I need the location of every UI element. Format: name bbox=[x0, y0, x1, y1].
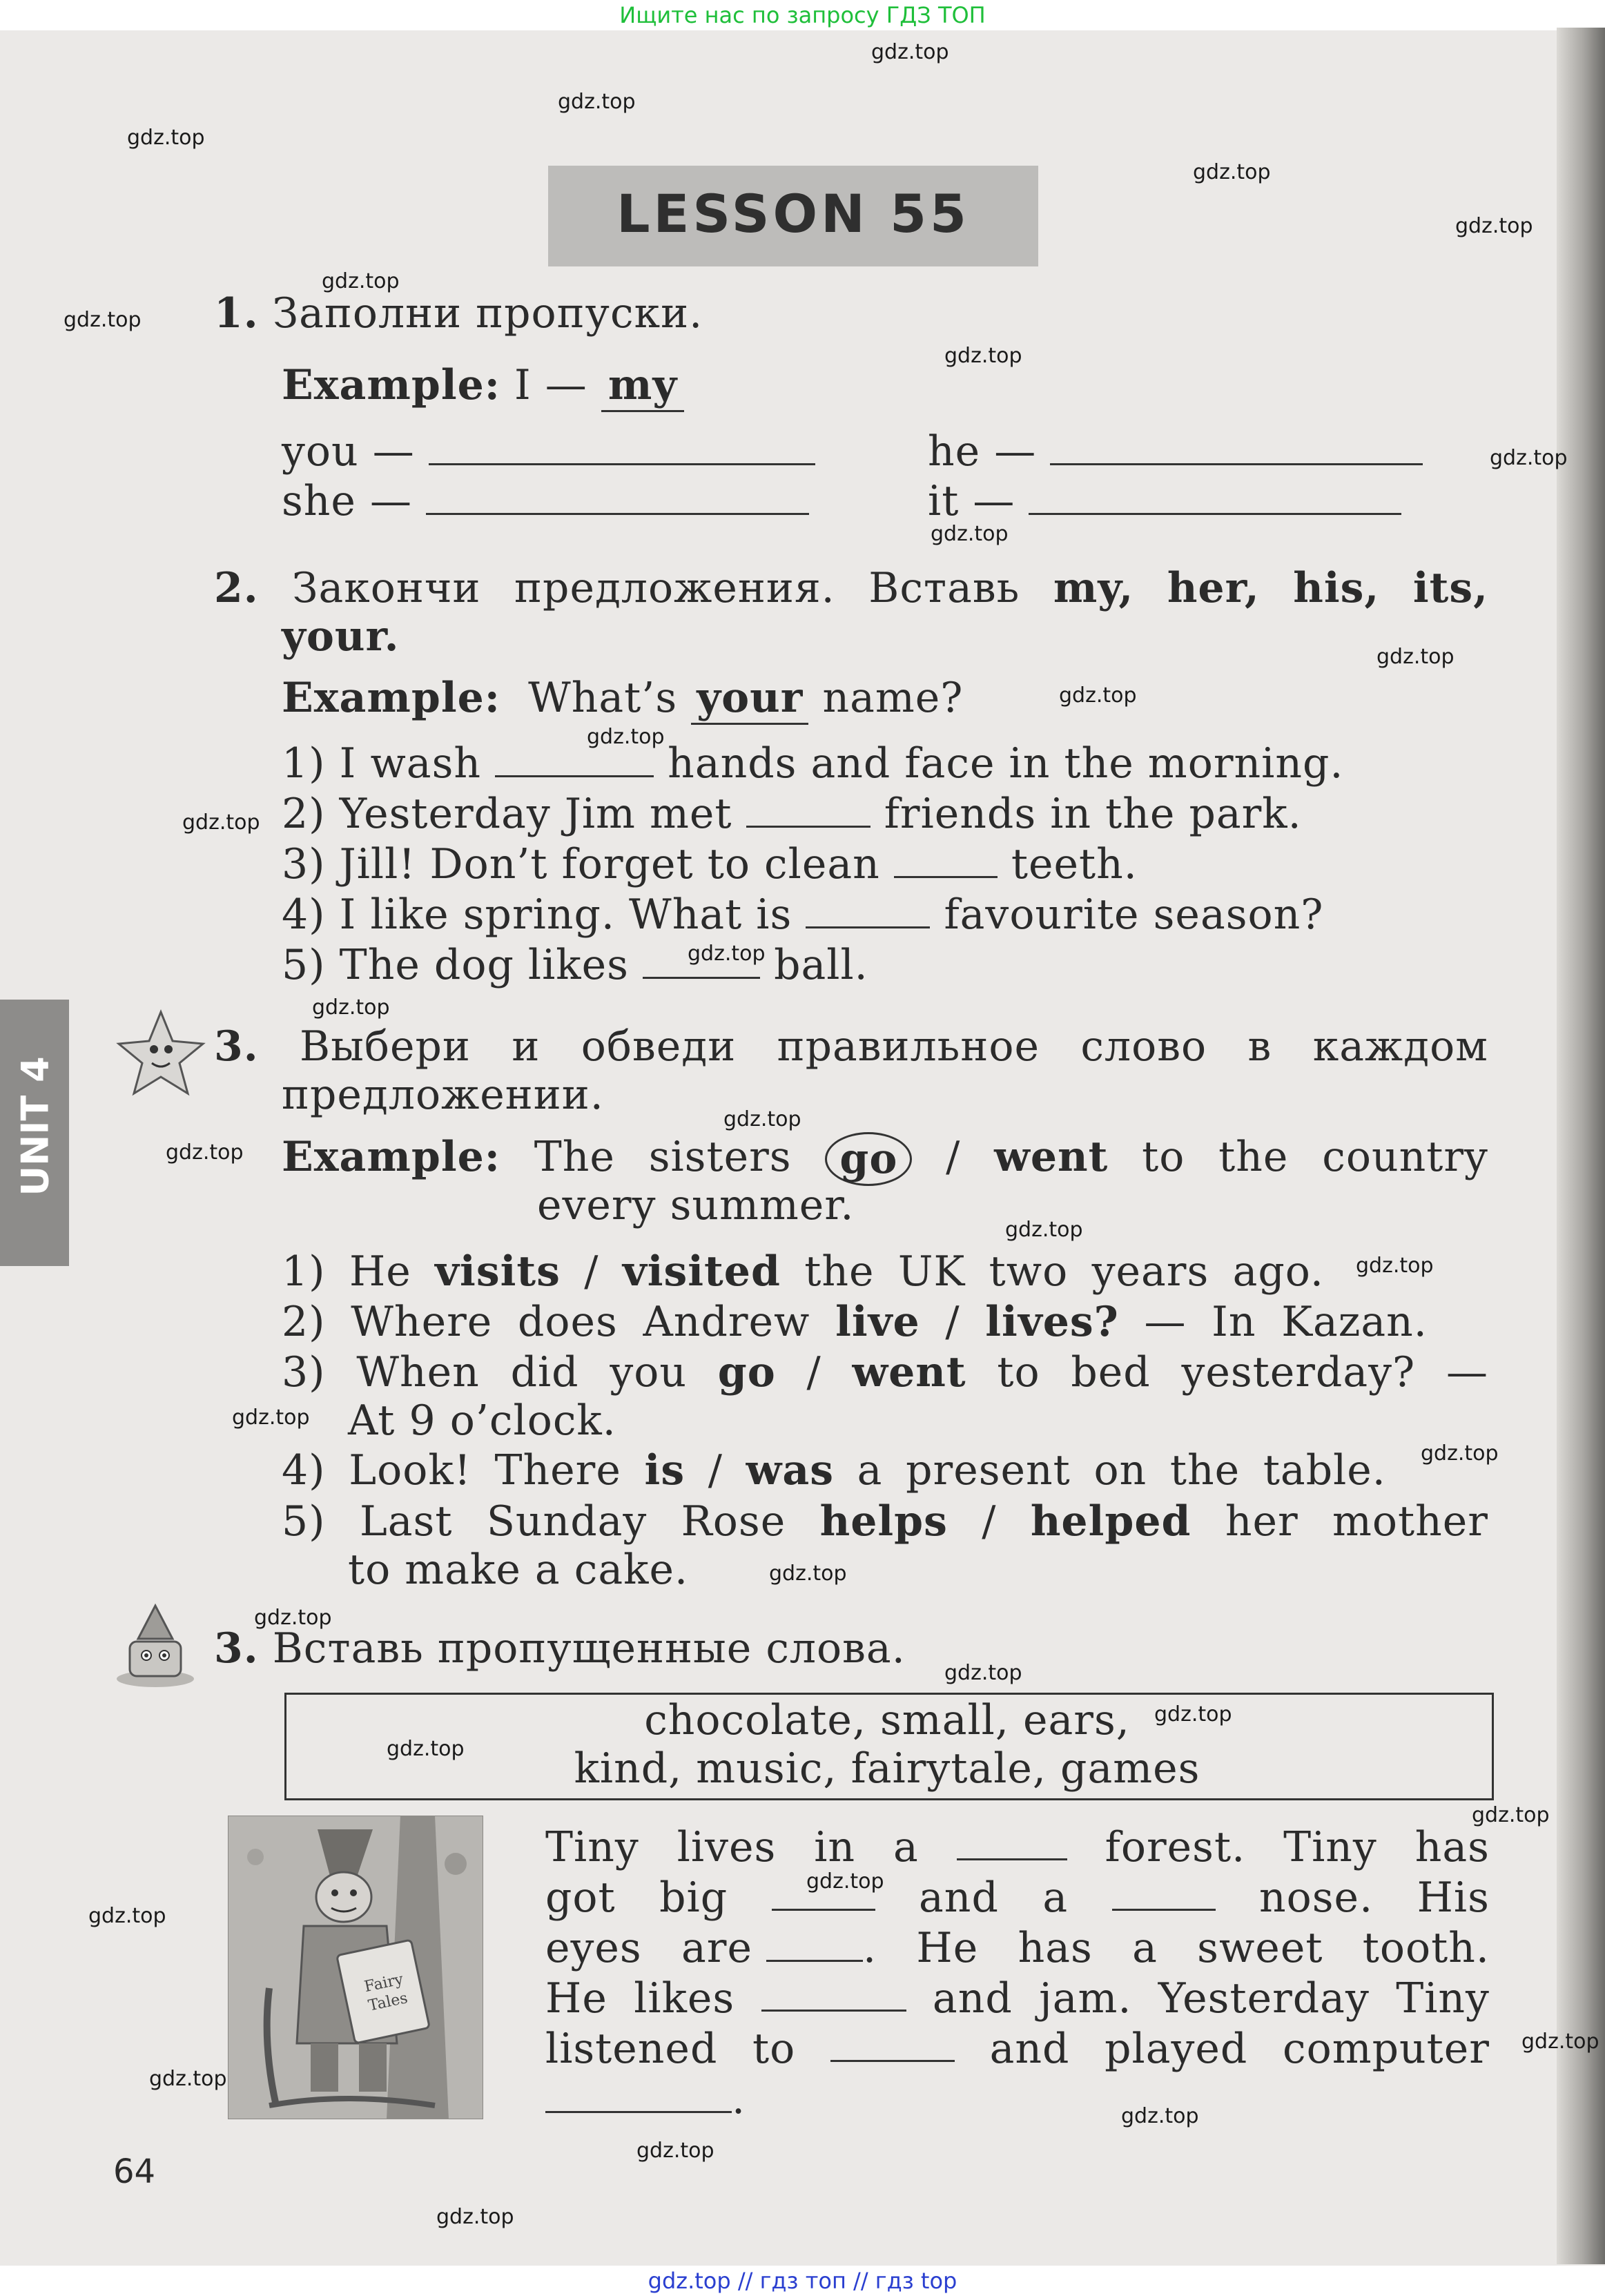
example-word: to bbox=[1142, 1133, 1185, 1181]
word-bank-line2: kind, music, fairytale, games bbox=[574, 1744, 1200, 1793]
svg-text:Tales: Tales bbox=[367, 1989, 409, 2015]
ex1-it-label: it — bbox=[928, 477, 1015, 525]
watermark: gdz.top bbox=[322, 269, 400, 293]
story-word: to bbox=[752, 2025, 796, 2073]
answer-blank[interactable] bbox=[830, 2024, 955, 2062]
story-word: a bbox=[1042, 1874, 1069, 1922]
ex2-heading-line1 bbox=[214, 563, 1488, 613]
ex3-sentence-4 bbox=[282, 1446, 1386, 1495]
watermark: gdz.top bbox=[1490, 446, 1568, 470]
story-line-1 bbox=[545, 1822, 1490, 1872]
ex4-number: 3. bbox=[214, 1624, 259, 1673]
story-word: a bbox=[1132, 1924, 1158, 1972]
ex1-you-label: you — bbox=[282, 427, 415, 476]
story-word: forest. bbox=[1105, 1823, 1246, 1871]
story-word: He bbox=[545, 1974, 607, 2023]
ex3-heading-line1 bbox=[214, 1022, 1488, 1071]
choice-option[interactable]: helped bbox=[1030, 1497, 1191, 1546]
sentence-number: 5) bbox=[282, 941, 326, 989]
ex3-example-line2: every summer. bbox=[537, 1181, 855, 1229]
watermark: gdz.top bbox=[1193, 160, 1271, 184]
story-word: tooth. bbox=[1362, 1924, 1490, 1972]
ex3-sentence-5-line2: to make a cake. bbox=[348, 1546, 689, 1594]
sentence-word: When bbox=[356, 1348, 480, 1397]
sentence-word: Kazan. bbox=[1281, 1298, 1428, 1346]
story-word: in bbox=[814, 1823, 856, 1871]
page-number: 64 bbox=[113, 2152, 156, 2191]
answer-blank[interactable] bbox=[1112, 1873, 1216, 1911]
sentence-number: 2) bbox=[282, 790, 326, 838]
sentence-word: to bbox=[997, 1348, 1040, 1397]
watermark: gdz.top bbox=[1455, 214, 1533, 238]
sentence-number: 5) bbox=[282, 1497, 326, 1546]
sentence-word: In bbox=[1212, 1298, 1256, 1346]
choice-option[interactable]: is bbox=[644, 1446, 685, 1495]
story-word: computer bbox=[1282, 2025, 1490, 2073]
ex3-task-word: слово bbox=[1080, 1022, 1207, 1071]
watermark: gdz.top bbox=[312, 995, 390, 1020]
story-word: His bbox=[1417, 1874, 1490, 1922]
watermark: gdz.top bbox=[1472, 1803, 1550, 1827]
sentence-text: I wash bbox=[339, 739, 482, 788]
lesson-title: LESSON 55 bbox=[616, 183, 970, 244]
watermark: gdz.top bbox=[232, 1405, 310, 1430]
watermark: gdz.top bbox=[944, 344, 1022, 368]
story-word: He bbox=[916, 1924, 979, 1972]
top-banner[interactable]: Ищите нас по запросу ГДЗ ТОП bbox=[0, 0, 1605, 30]
watermark: gdz.top bbox=[931, 522, 1009, 546]
story-word: got bbox=[545, 1874, 616, 1922]
watermark: gdz.top bbox=[64, 308, 142, 332]
ex2-example bbox=[282, 673, 963, 725]
star-character-icon bbox=[116, 1008, 206, 1098]
sentence-text: Jill! Don’t forget to clean bbox=[339, 840, 880, 888]
ex3-example-label: Example: bbox=[282, 1133, 500, 1181]
story-word: a bbox=[893, 1823, 919, 1871]
sentence-word: UK bbox=[897, 1247, 966, 1296]
sentence-text: teeth. bbox=[1011, 840, 1138, 888]
sentence-word: Last bbox=[359, 1497, 453, 1546]
ex3-task-word: каждом bbox=[1312, 1022, 1488, 1071]
watermark: gdz.top bbox=[769, 1562, 847, 1586]
ex2-option-word: my, bbox=[1053, 564, 1134, 612]
story-word: and bbox=[919, 1874, 999, 1922]
ex1-she-label: she — bbox=[282, 477, 413, 525]
story-word: likes bbox=[634, 1974, 735, 2023]
choice-option[interactable]: went bbox=[852, 1348, 966, 1397]
story-line-3 bbox=[545, 1923, 1490, 1973]
watermark: gdz.top bbox=[944, 1661, 1022, 1685]
sentence-word: — bbox=[1446, 1348, 1488, 1397]
answer-blank[interactable] bbox=[894, 840, 998, 878]
ex2-task-word: Закончи bbox=[292, 564, 481, 612]
ex1-you-blank[interactable] bbox=[429, 427, 815, 465]
watermark: gdz.top bbox=[558, 90, 636, 114]
watermark: gdz.top bbox=[636, 2139, 714, 2163]
story-word: Tiny bbox=[1283, 1823, 1377, 1871]
ex1-row-it bbox=[928, 476, 1401, 526]
story-word: sweet bbox=[1197, 1924, 1323, 1972]
sentence-word: Sunday bbox=[486, 1497, 648, 1546]
sentence-number: 3) bbox=[282, 1348, 326, 1397]
answer-blank[interactable] bbox=[545, 2075, 732, 2113]
sentence-word: you bbox=[610, 1348, 687, 1397]
sentence-number: 2) bbox=[282, 1298, 326, 1346]
ex1-row-she bbox=[282, 476, 809, 526]
story-word: played bbox=[1105, 2025, 1248, 2073]
sentence-word: Where bbox=[351, 1298, 493, 1346]
watermark: gdz.top bbox=[1421, 1441, 1499, 1466]
ex3-sentence-3-line2: At 9 o’clock. bbox=[348, 1397, 616, 1445]
sentence-word: the bbox=[804, 1247, 875, 1296]
story-word: nose. bbox=[1259, 1874, 1374, 1922]
ex3-task-word: и bbox=[512, 1022, 541, 1071]
story-line-5 bbox=[545, 2024, 1490, 2074]
watermark: gdz.top bbox=[127, 126, 205, 150]
sentence-word: years bbox=[1091, 1247, 1209, 1296]
example-word: The bbox=[534, 1133, 615, 1181]
watermark: gdz.top bbox=[166, 1140, 244, 1165]
sentence-word: table. bbox=[1263, 1446, 1386, 1495]
sentence-text: favourite season? bbox=[944, 891, 1324, 939]
ex2-sentence-3 bbox=[282, 839, 1138, 889]
example-circled-answer: go bbox=[825, 1132, 912, 1186]
story-word: . bbox=[863, 1924, 877, 1972]
ex1-he-label: he — bbox=[928, 427, 1037, 476]
story-blank-group bbox=[681, 1923, 877, 1973]
choice-slash: / bbox=[945, 1298, 960, 1346]
sentence-text: Yesterday Jim met bbox=[339, 790, 732, 838]
sentence-word: Look! bbox=[349, 1446, 471, 1495]
ex3-heading-line2: предложении. bbox=[282, 1071, 604, 1119]
sentence-word: bed bbox=[1071, 1348, 1151, 1397]
choice-option[interactable]: visited bbox=[622, 1247, 781, 1296]
answer-blank[interactable] bbox=[761, 1974, 906, 2012]
ex2-sentence-5 bbox=[282, 940, 868, 990]
ex3-sentence-2 bbox=[282, 1297, 1428, 1347]
answer-blank[interactable] bbox=[766, 1924, 863, 1962]
story-word: Tiny bbox=[1396, 1974, 1490, 2023]
sentence-word: — bbox=[1144, 1298, 1187, 1346]
choice-option[interactable]: lives? bbox=[985, 1298, 1119, 1346]
example-word: the bbox=[1218, 1133, 1289, 1181]
ex2-option-word: her, bbox=[1167, 564, 1260, 612]
sentence-word: There bbox=[494, 1446, 621, 1495]
sentence-word: her bbox=[1225, 1497, 1298, 1546]
sentence-word: Rose bbox=[681, 1497, 786, 1546]
sentence-word: on bbox=[1093, 1446, 1147, 1495]
gnome-reading-illustration bbox=[228, 1816, 483, 2119]
ex3-number: 3. bbox=[214, 1022, 259, 1071]
ex2-example-post: name? bbox=[822, 674, 964, 722]
watermark: gdz.top bbox=[436, 2205, 514, 2229]
sentence-number: 1) bbox=[282, 739, 326, 788]
story-word: Tiny bbox=[545, 1823, 639, 1871]
story-word: listened bbox=[545, 2025, 718, 2073]
ex2-sentence-4 bbox=[282, 890, 1323, 940]
ex3-task-word: в bbox=[1247, 1022, 1272, 1071]
ex1-it-blank[interactable] bbox=[1029, 477, 1401, 515]
story-word: and bbox=[932, 1974, 1013, 2023]
watermark: gdz.top bbox=[587, 725, 665, 749]
story-word: has bbox=[1018, 1924, 1093, 1972]
ex1-she-blank[interactable] bbox=[426, 477, 809, 515]
choice-option[interactable]: live bbox=[835, 1298, 920, 1346]
ex4-task: Вставь пропущенные слова. bbox=[272, 1624, 906, 1673]
watermark: gdz.top bbox=[88, 1904, 166, 1928]
example-word: sisters bbox=[648, 1133, 792, 1181]
ex3-task-word: Выбери bbox=[300, 1022, 471, 1071]
ex2-heading-line2: your. bbox=[282, 612, 400, 661]
ex3-task-word: обведи bbox=[581, 1022, 737, 1071]
ex1-heading bbox=[214, 289, 703, 338]
ex2-example-label: Example: bbox=[282, 674, 500, 722]
watermark: gdz.top bbox=[1154, 1702, 1232, 1726]
sentence-text: ball. bbox=[774, 941, 868, 989]
answer-blank[interactable] bbox=[957, 1822, 1067, 1860]
choice-option[interactable]: go bbox=[717, 1348, 776, 1397]
ex3-sentence-5-line1 bbox=[282, 1497, 1488, 1546]
sentence-word: yesterday? bbox=[1181, 1348, 1416, 1397]
sentence-word: does bbox=[517, 1298, 618, 1346]
watermark: gdz.top bbox=[1121, 2104, 1199, 2128]
ex3-example-line1 bbox=[282, 1132, 1488, 1186]
choice-slash: / bbox=[806, 1348, 821, 1397]
sentence-text: I like spring. What is bbox=[339, 891, 792, 939]
sentence-word: the bbox=[1169, 1446, 1241, 1495]
sentence-word: present bbox=[906, 1446, 1071, 1495]
ex2-task-word: предложения. bbox=[514, 564, 835, 612]
ex1-example-label: Example: bbox=[282, 361, 500, 409]
example-slash: / bbox=[946, 1133, 961, 1181]
story-word: and bbox=[989, 2025, 1070, 2073]
ex2-sentence-1 bbox=[282, 739, 1343, 788]
ex2-option-word: his, bbox=[1293, 564, 1380, 612]
ex2-example-answer: your bbox=[691, 673, 808, 725]
sentence-word: Andrew bbox=[643, 1298, 810, 1346]
ex1-row-you bbox=[282, 427, 815, 476]
ex3-sentence-3-line1 bbox=[282, 1348, 1488, 1397]
sentence-word: did bbox=[510, 1348, 579, 1397]
answer-blank[interactable] bbox=[806, 891, 930, 928]
story-line-2 bbox=[545, 1873, 1490, 1923]
sentence-number: 1) bbox=[282, 1247, 326, 1296]
example-option: went bbox=[994, 1133, 1109, 1181]
ex2-number: 2. bbox=[214, 564, 259, 612]
story-word: jam. bbox=[1039, 1974, 1132, 2023]
ex3-sentence-1 bbox=[282, 1247, 1324, 1296]
sentence-word: two bbox=[989, 1247, 1069, 1296]
story-word: are bbox=[681, 1924, 752, 1972]
ex1-number: 1. bbox=[214, 289, 259, 338]
sentence-word: mother bbox=[1332, 1497, 1488, 1546]
watermark: gdz.top bbox=[1005, 1218, 1083, 1242]
story-word: has bbox=[1414, 1823, 1490, 1871]
ex1-row-he bbox=[928, 427, 1423, 476]
ex1-he-blank[interactable] bbox=[1050, 427, 1423, 465]
sentence-text: friends in the park. bbox=[884, 790, 1302, 838]
story-word: Yesterday bbox=[1158, 1974, 1370, 2023]
example-word: country bbox=[1322, 1133, 1488, 1181]
choice-slash: / bbox=[584, 1247, 599, 1296]
gnome-character-icon bbox=[110, 1602, 200, 1691]
watermark: gdz.top bbox=[871, 40, 949, 64]
watermark: gdz.top bbox=[1356, 1254, 1434, 1278]
sentence-text: hands and face in the morning. bbox=[668, 739, 1344, 788]
watermark: gdz.top bbox=[723, 1107, 801, 1131]
ex1-example-text: I — bbox=[514, 361, 587, 409]
sentence-number: 4) bbox=[282, 891, 326, 939]
watermark: gdz.top bbox=[688, 942, 766, 966]
story-line-4 bbox=[545, 1974, 1490, 2023]
watermark: gdz.top bbox=[1377, 645, 1455, 669]
svg-text:Fairy: Fairy bbox=[362, 1970, 405, 1996]
ex1-task: Заполни пропуски. bbox=[272, 289, 703, 338]
ex1-example-answer: my bbox=[601, 360, 684, 412]
ex4-heading bbox=[214, 1624, 906, 1673]
sentence-word: a bbox=[857, 1446, 883, 1495]
story-word: lives bbox=[677, 1823, 777, 1871]
sentence-number: 3) bbox=[282, 840, 326, 888]
answer-blank[interactable] bbox=[746, 790, 870, 828]
unit-label: UNIT 4 bbox=[13, 1056, 57, 1196]
watermark: gdz.top bbox=[387, 1737, 465, 1761]
story-word: eyes bbox=[545, 1924, 642, 1972]
ex2-sentence-2 bbox=[282, 789, 1302, 839]
sentence-word: ago. bbox=[1232, 1247, 1324, 1296]
ex3-task-word: правильное bbox=[777, 1022, 1040, 1071]
choice-option[interactable]: visits bbox=[435, 1247, 561, 1296]
choice-slash: / bbox=[982, 1497, 997, 1546]
ex1-example bbox=[282, 360, 684, 412]
watermark: gdz.top bbox=[149, 2067, 227, 2091]
story-line-6 bbox=[545, 2074, 746, 2124]
choice-option[interactable]: was bbox=[746, 1446, 834, 1495]
word-bank-line1: chocolate, small, ears, bbox=[644, 1696, 1130, 1744]
watermark: gdz.top bbox=[254, 1606, 332, 1630]
ex2-option-word: its, bbox=[1412, 564, 1488, 612]
watermark: gdz.top bbox=[806, 1869, 884, 1894]
story-word: big bbox=[659, 1874, 728, 1922]
sentence-number: 4) bbox=[282, 1446, 326, 1495]
bottom-banner[interactable]: gdz.top // гдз топ // гдз top bbox=[0, 2266, 1605, 2296]
choice-slash: / bbox=[708, 1446, 723, 1495]
choice-option[interactable]: helps bbox=[819, 1497, 948, 1546]
story-word: . bbox=[732, 2075, 746, 2123]
sentence-word: He bbox=[349, 1247, 411, 1296]
ex2-example-pre: What’s bbox=[528, 674, 678, 722]
watermark: gdz.top bbox=[1521, 2030, 1599, 2054]
page-binding-shadow bbox=[1557, 28, 1605, 2264]
watermark: gdz.top bbox=[1059, 683, 1137, 708]
watermark: gdz.top bbox=[182, 810, 260, 835]
ex2-task-word: Вставь bbox=[868, 564, 1020, 612]
sentence-text: The dog likes bbox=[339, 941, 629, 989]
